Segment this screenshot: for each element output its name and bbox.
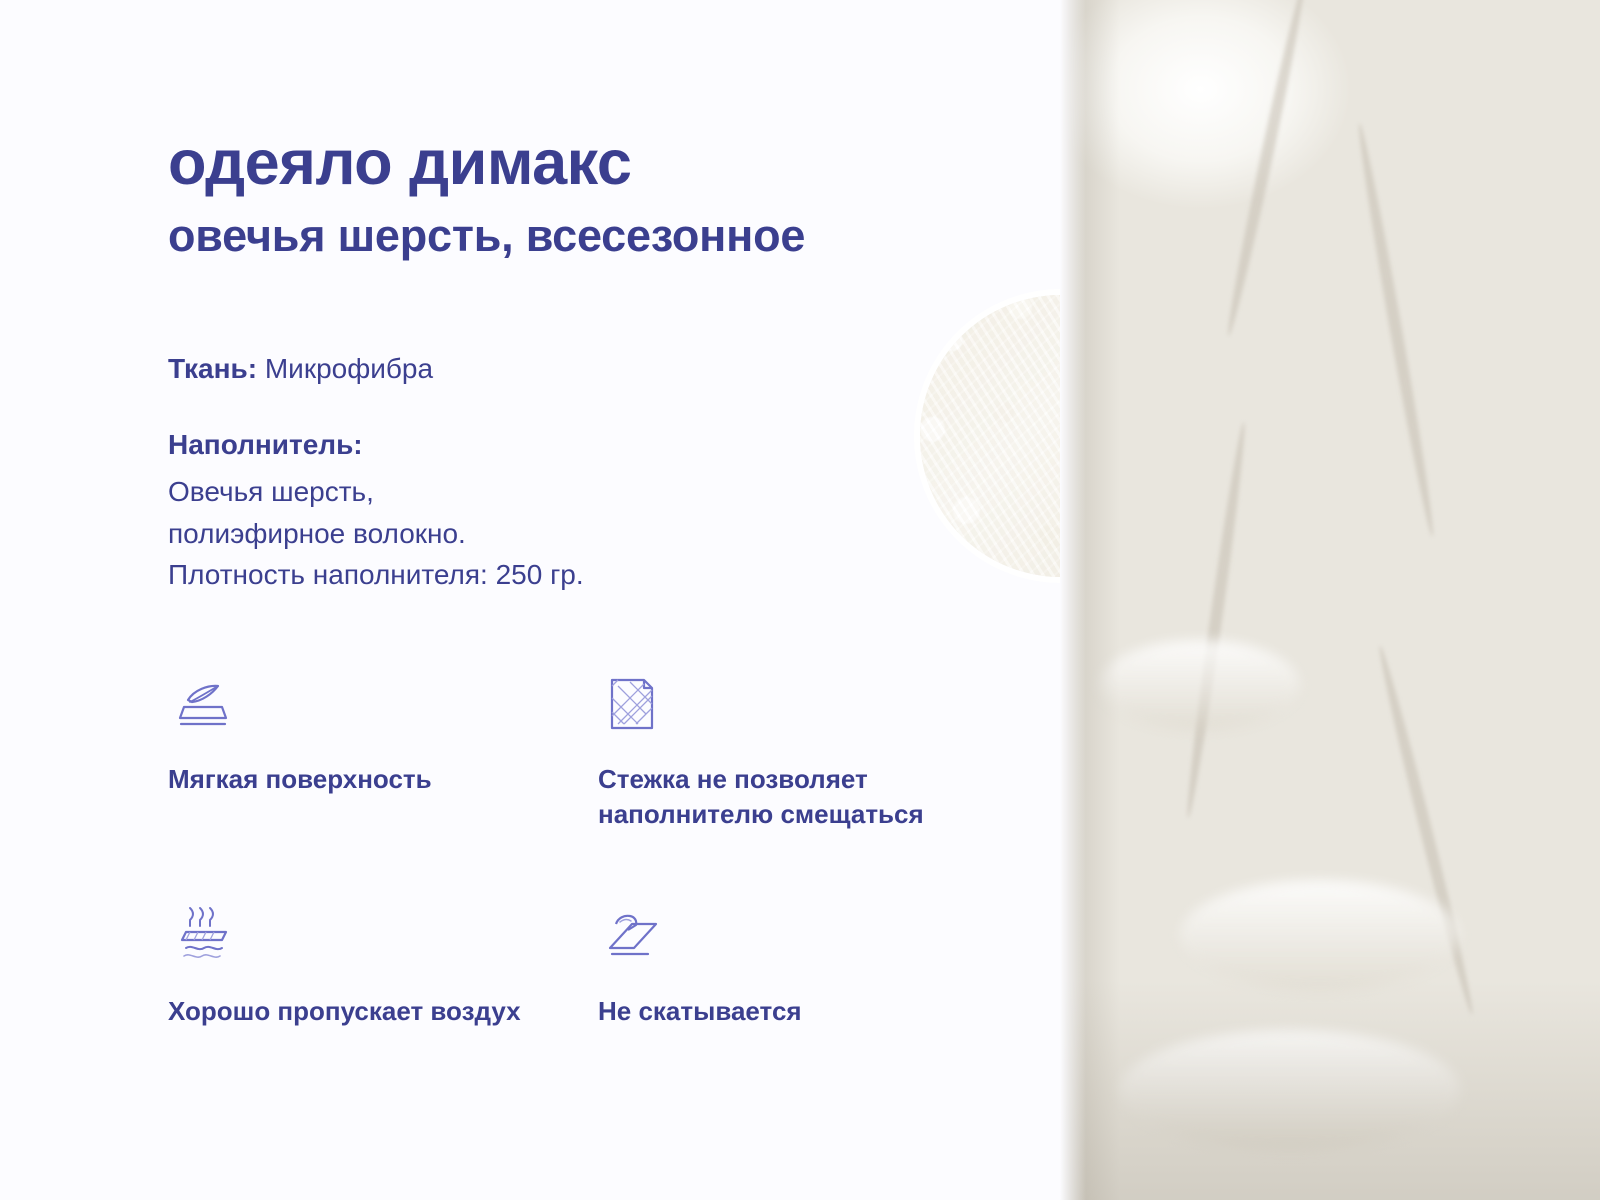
photo-bottom-shadow (1060, 980, 1600, 1200)
title-block (168, 130, 1060, 264)
spec-fabric-value: Микрофибра (264, 353, 434, 385)
feature-breathable-label: Хорошо пропускает воздух (168, 996, 521, 1026)
spec-filler-label: Наполнитель: (168, 428, 363, 460)
feature-quilting (598, 672, 988, 904)
feature-no-clumping-label: Не скатывается (598, 996, 802, 1026)
hand-smoothing-icon (598, 904, 668, 968)
blanket-fold (1100, 640, 1300, 730)
feature-no-clumping (598, 904, 988, 1029)
spec-filler-line-3: Плотность наполнителя: 250 гр. (168, 559, 584, 591)
airflow-icon (168, 904, 238, 968)
feature-soft-surface (168, 672, 598, 904)
feature-breathable (168, 904, 598, 1029)
quilted-square-icon (598, 672, 668, 736)
page-subtitle: овечья шерсть, всесезонное (168, 210, 806, 262)
spec-filler-line-2: полиэфирное волокно. (168, 517, 466, 549)
spec-fabric-label: Ткань: (168, 353, 258, 385)
blanket-fold (1180, 880, 1460, 990)
feature-soft-surface-label: Мягкая поверхность (168, 764, 432, 794)
panel-photo-divider (1060, 0, 1086, 1200)
page-title: одеяло димакс (168, 128, 632, 198)
product-photo (1060, 0, 1600, 1200)
feature-grid (168, 672, 988, 1029)
feature-quilting-label: Стежка не позволяет наполнителю смещаться (598, 764, 924, 830)
spec-filler-line-1: Овечья шерсть, (168, 476, 374, 508)
feather-on-surface-icon (168, 672, 238, 736)
